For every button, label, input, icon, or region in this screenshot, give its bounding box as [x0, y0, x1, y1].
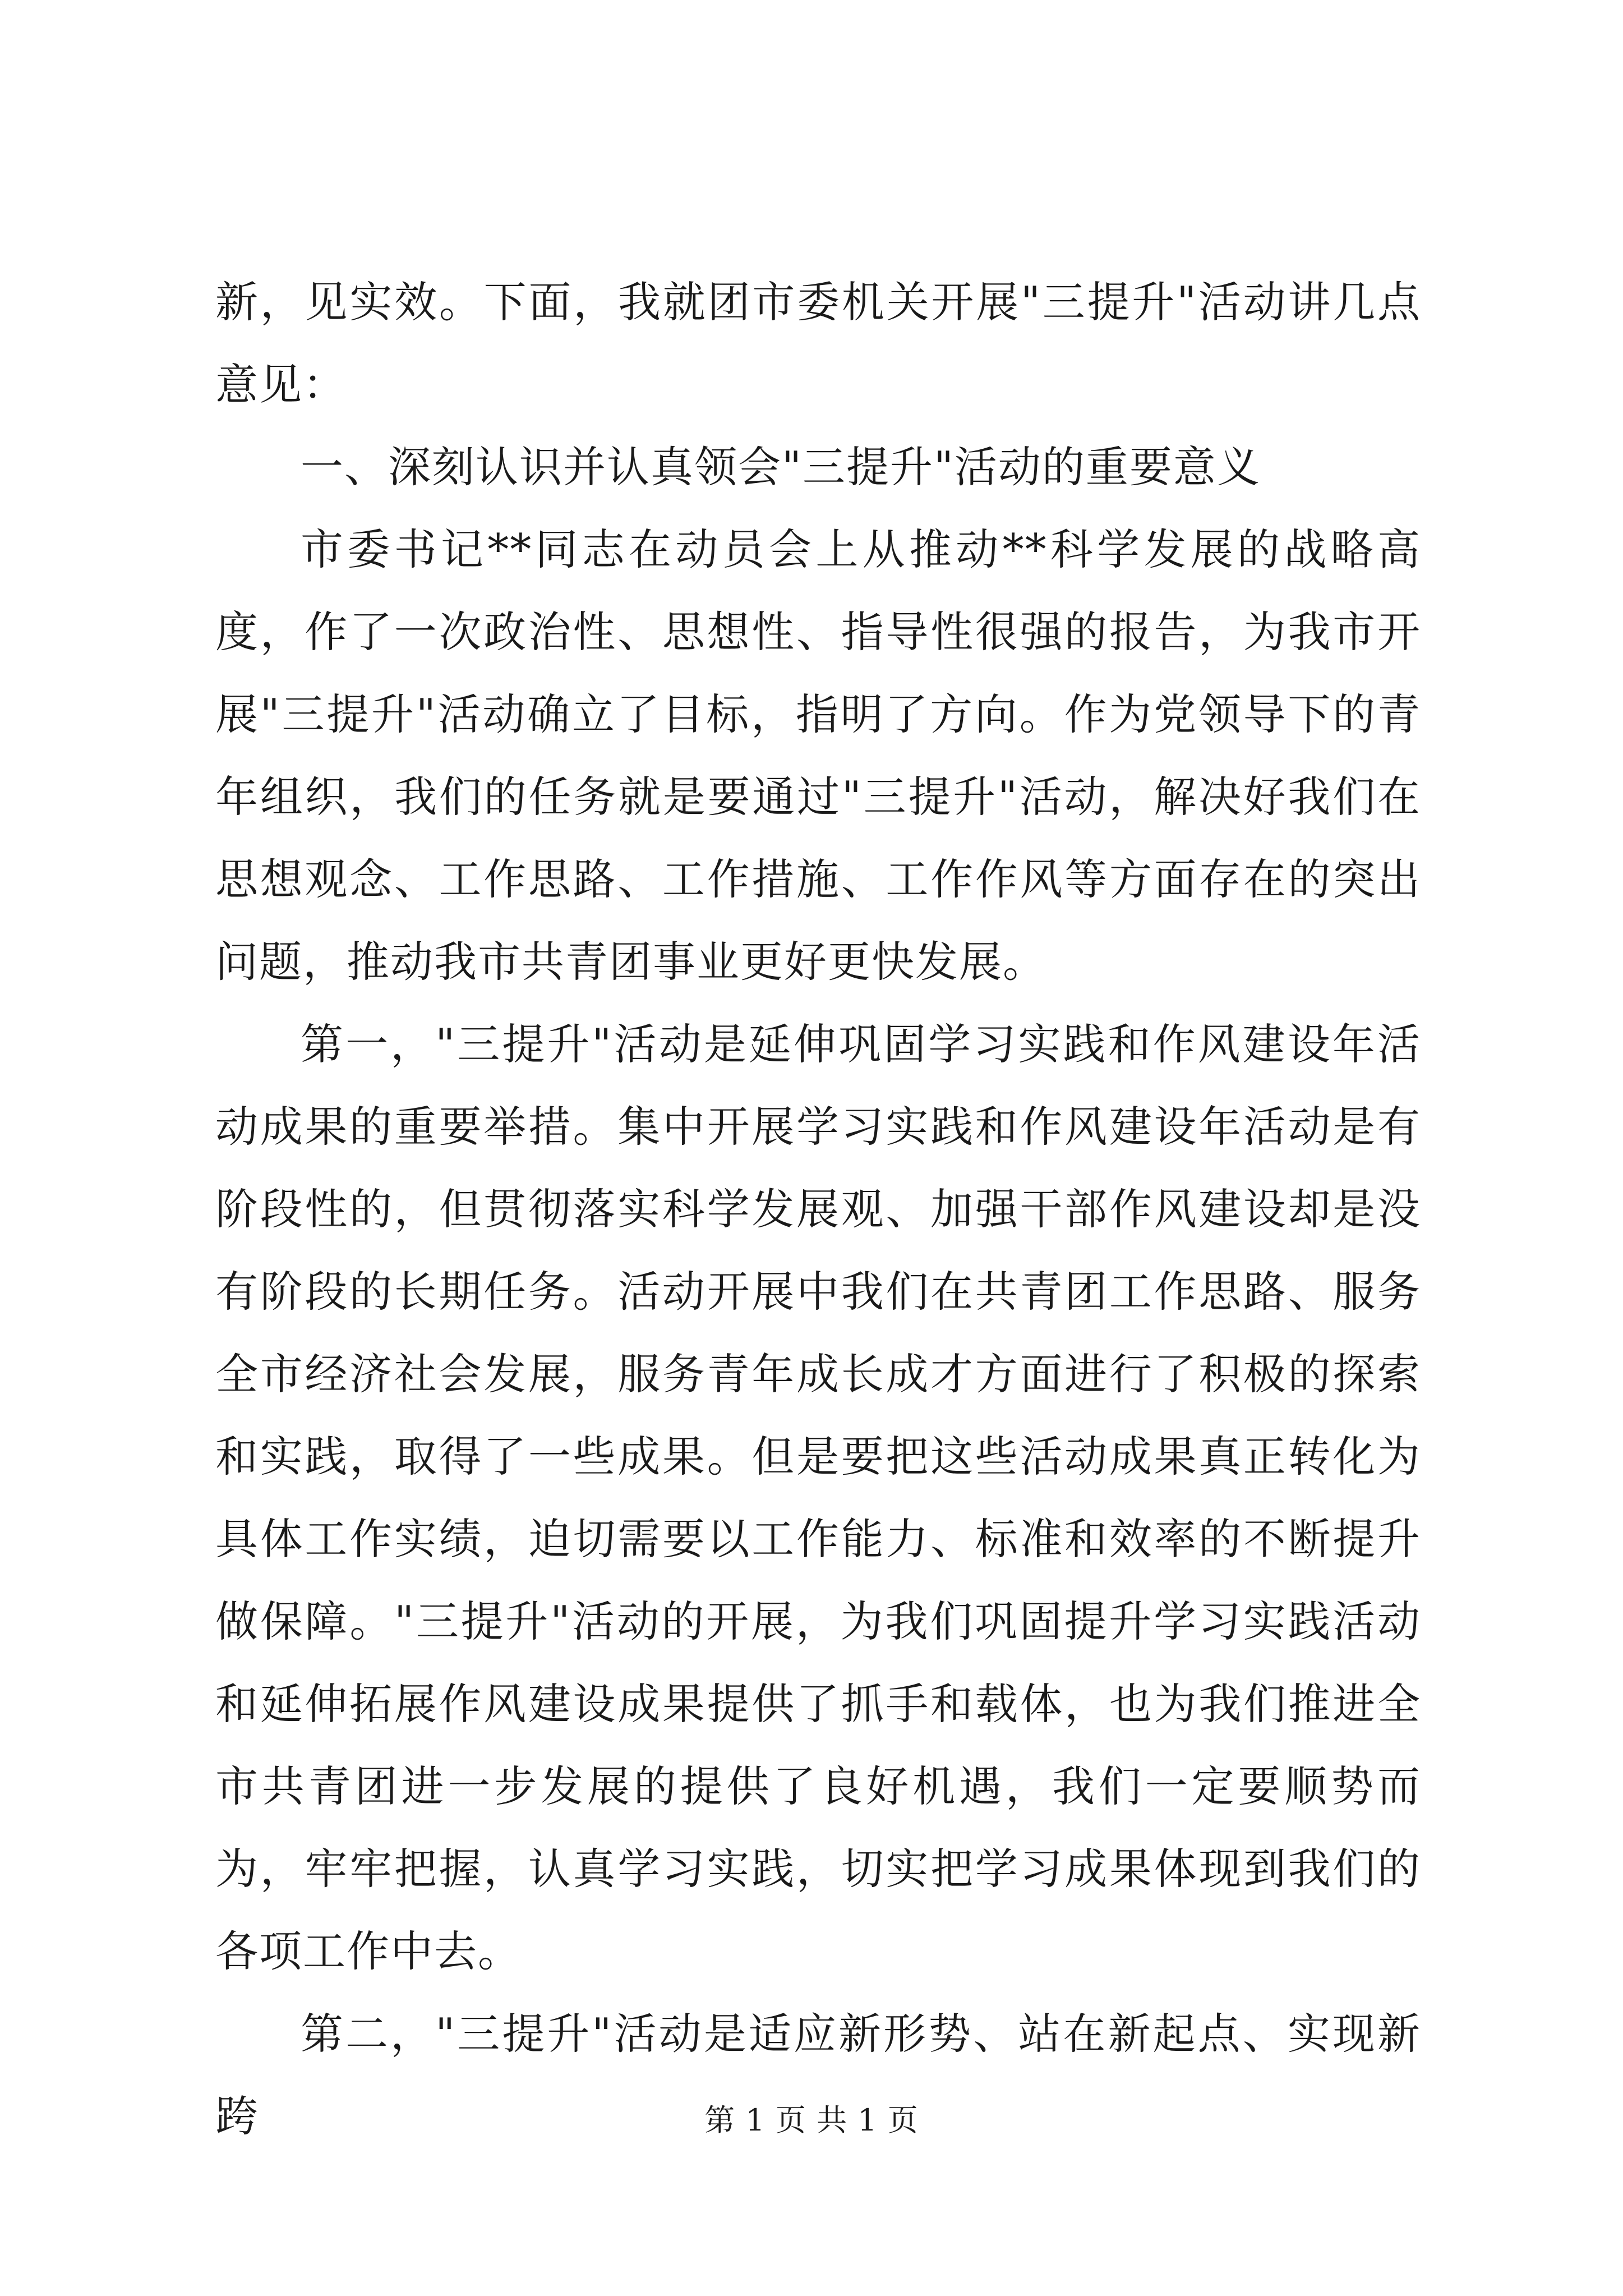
- paragraph: 第二，"三提升"活动是适应新形势、站在新起点、实现新跨: [215, 2009, 1421, 2141]
- page-footer: [0, 2101, 1623, 2140]
- document-body: [215, 261, 1421, 2157]
- paragraph: 第一，"三提升"活动是延伸巩固学习实践和作风建设年活动成果的重要举措。集中开展学习实践和作风建设年活动是有阶段性的，但贯彻落实科学发展观、加强干部作风建设却是没有阶段的长期任务。活动开展中我们在共青团工作思路、服务全市经济社会发展，服务青年成长成才方面进行了积极的探索和实践，取得了一些成果。但是要把这些活动成果真正转化为具体工作实绩，迫切需要以工作能力、标准和效率的不断提升做保障。"三提升"活动的开展，为我们巩固提升学习实践活动和延伸拓展作风建设成果提供了抓手和载体，也为我们推进全市共青团进一步发展的提供了良好机遇，我们一定要顺势而为，牢牢把握，认真学习实践，切实把学习成果体现到我们的各项工作中去。: [215, 1019, 1421, 1976]
- page-number-label: 第 1 页 共 1 页: [704, 2102, 919, 2138]
- paragraph-continuation: 新，见实效。下面，我就团市委机关开展"三提升"活动讲几点意见：: [215, 277, 1421, 409]
- section-heading: 一、深刻认识并认真领会"三提升"活动的重要意义: [301, 442, 1261, 492]
- paragraph: 市委书记**同志在动员会上从推动**科学发展的战略高度，作了一次政治性、思想性、指导性很强的报告，为我市开展"三提升"活动确立了目标，指明了方向。作为党领导下的青年组织，我们的任务就是要通过"三提升"活动，解决好我们在思想观念、工作思路、工作措施、工作作风等方面存在的突出问题，推动我市共青团事业更好更快发展。: [215, 524, 1421, 987]
